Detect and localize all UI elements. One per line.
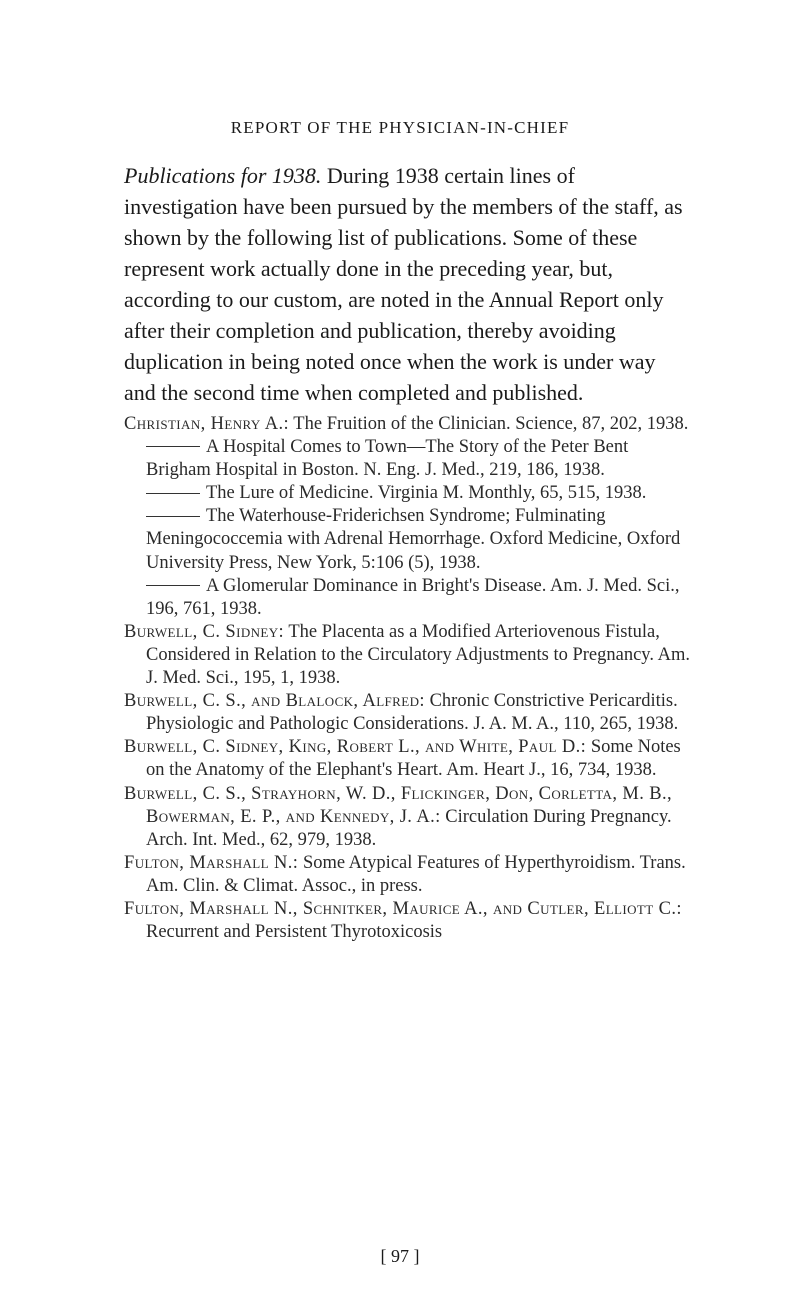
ditto-rule	[146, 493, 200, 494]
entry-text: The Waterhouse-Friderichsen Syndrome; Fulminating Meningococcemia with Adrenal Hemorrhage. Oxford Medicine, Oxford University Press, New York, 5:106 (5), 1938.	[146, 506, 681, 573]
publication-entry	[124, 898, 690, 944]
entry-text: Some Atypical Features of Hyperthyroidism. Trans. Am. Clin. & Climat. Assoc., in press.	[146, 852, 686, 896]
section-lead: Publications for 1938.	[124, 163, 322, 188]
entry-text: Chronic Constrictive Pericarditis. Physiologic and Pathologic Considerations. J. A. M. A., 110, 265, 1938.	[146, 691, 679, 735]
entry-text: Recurrent and Persistent Thyrotoxicosis	[146, 922, 443, 943]
publication-entry	[124, 436, 690, 482]
entry-text: Some Notes on the Anatomy of the Elephant's Heart. Am. Heart J., 16, 734, 1938.	[146, 737, 681, 781]
publication-entry	[124, 690, 690, 736]
ditto-rule	[146, 585, 200, 586]
entry-author: Christian, Henry A.:	[124, 414, 290, 434]
entry-author: Burwell, C. Sidney, King, Robert L., and White, Paul D.:	[124, 737, 587, 758]
entry-text: The Lure of Medicine. Virginia M. Monthly, 65, 515, 1938.	[206, 483, 647, 504]
publication-entry	[124, 505, 690, 574]
entry-author: Fulton, Marshall N.:	[124, 852, 299, 873]
intro-paragraph	[124, 160, 692, 408]
publication-list	[124, 413, 690, 944]
publication-entry	[124, 736, 690, 782]
ditto-rule	[146, 446, 200, 447]
entry-text: Circulation During Pregnancy. Arch. Int. Med., 62, 979, 1938.	[146, 806, 672, 850]
publication-entry	[124, 621, 690, 690]
running-head: REPORT OF THE PHYSICIAN-IN-CHIEF	[230, 118, 570, 137]
publication-entry	[124, 482, 690, 505]
entry-author: Burwell, C. S., and Blalock, Alfred:	[124, 691, 425, 712]
entry-author: Burwell, C. Sidney:	[124, 621, 285, 642]
entry-author: Fulton, Marshall N., Schnitker, Maurice A., and Cutler, Elliott C.:	[124, 898, 682, 919]
entry-text: A Hospital Comes to Town—The Story of the Peter Bent Brigham Hospital in Boston. N. Eng. J. Med., 219, 186, 1938.	[146, 437, 629, 481]
intro-body: During 1938 certain lines of investigation have been pursued by the members of the staff, as shown by the following list of publications. Some of these represent work actually done in the preceding year, but, according to our custom, are noted in the Annual Report only after their completion and publication, thereby avoiding duplication in being noted once when the work is under way and the second time when completed and published.	[124, 163, 683, 405]
publication-entry	[124, 575, 690, 621]
entry-text: The Fruition of the Clinician. Science, 87, 202, 1938.	[289, 414, 689, 434]
ditto-rule	[146, 516, 200, 517]
publication-entry	[124, 413, 690, 436]
publication-entry	[124, 783, 690, 852]
page-number: [ 97 ]	[380, 1246, 420, 1266]
entry-text: The Placenta as a Modified Arteriovenous Fistula, Considered in Relation to the Circulatory Adjustments to Pregnancy. Am. J. Med. Sci., 195, 1, 1938.	[146, 621, 690, 689]
entry-text: A Glomerular Dominance in Bright's Disease. Am. J. Med. Sci., 196, 761, 1938.	[146, 575, 680, 619]
entry-author: Burwell, C. S., Strayhorn, W. D., Flickinger, Don, Corletta, M. B., Bowerman, E. P., and Kennedy, J. A.:	[124, 783, 673, 827]
publication-entry	[124, 852, 690, 898]
